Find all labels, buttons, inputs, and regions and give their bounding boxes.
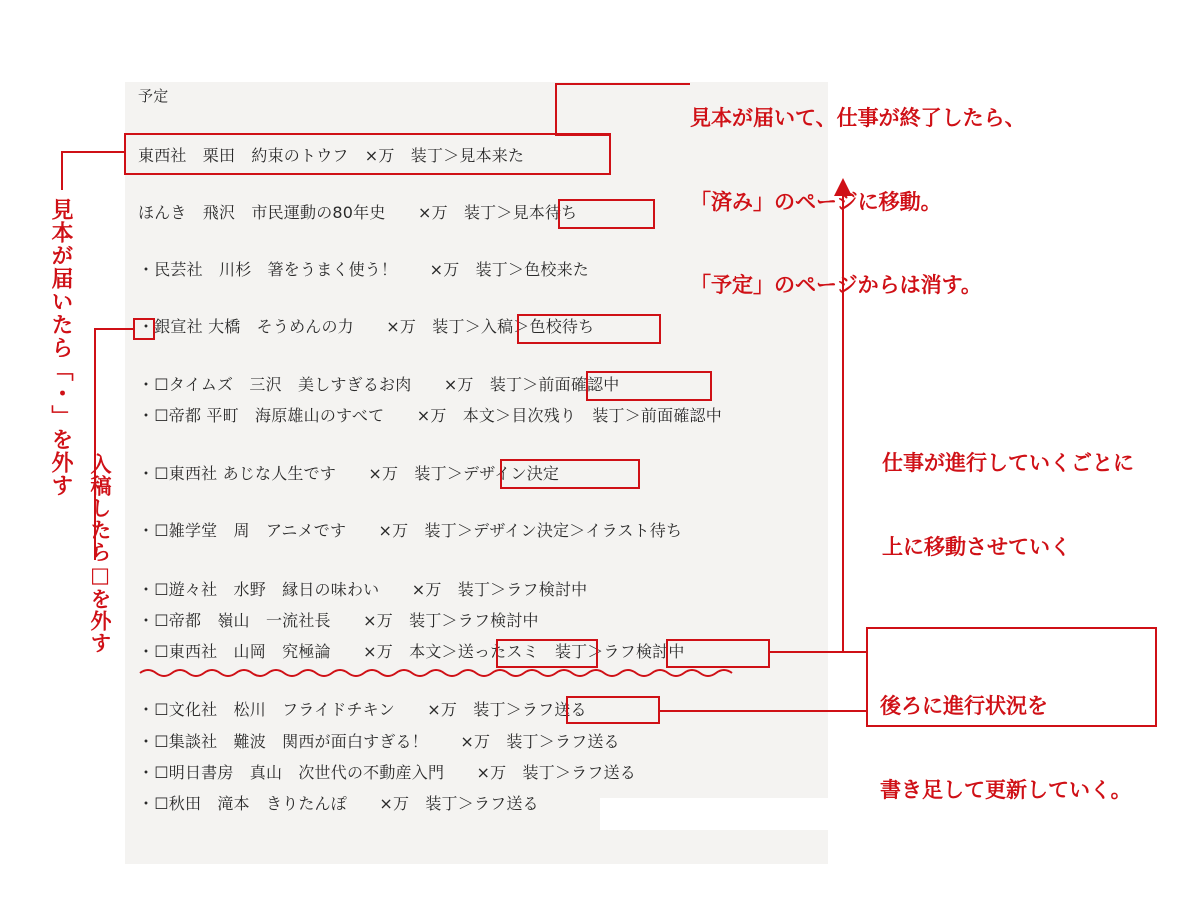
schedule-line-1: 東西社 栗田 約束のトウフ ×万 装丁＞見本来た xyxy=(138,146,525,165)
schedule-line-9: ・☐遊々社 水野 縁日の味わい ×万 装丁＞ラフ検討中 xyxy=(138,580,588,599)
schedule-line-14: ・☐明日書房 真山 次世代の不動産入門 ×万 装丁＞ラフ送る xyxy=(138,763,636,782)
bullet-removal-annotation: 見本が届いたら「・」を外す xyxy=(48,198,73,497)
progress-annotation xyxy=(882,395,1134,589)
finished-connector xyxy=(556,84,690,135)
schedule-line-2: ほんき 飛沢 市民運動の80年史 ×万 装丁＞見本待ち xyxy=(138,203,578,222)
update-annotation-line-2: 書き足して更新していく。 xyxy=(880,777,1132,802)
schedule-line-11: ・☐東西社 山岡 究極論 ×万 本文＞送ったスミ 装丁＞ラフ検討中 xyxy=(138,642,685,661)
finished-annotation-line-3: 「予定」のページからは消す。 xyxy=(690,272,982,297)
schedule-line-10: ・☐帝都 嶺山 一流社長 ×万 装丁＞ラフ検討中 xyxy=(138,611,539,630)
update-annotation-line-1: 後ろに進行状況を xyxy=(880,694,1048,719)
schedule-line-3: ・民芸社 川杉 箸をうまく使う！ ×万 装丁＞色校来た xyxy=(138,260,590,279)
schedule-line-13: ・☐集談社 難波 関西が面白すぎる！ ×万 装丁＞ラフ送る xyxy=(138,732,620,751)
update-annotation xyxy=(880,638,1132,832)
progress-annotation-line-1: 仕事が進行していくごとに xyxy=(882,451,1134,476)
bullet-instruction-connector xyxy=(62,152,124,190)
finished-annotation-line-1: 見本が届いて、仕事が終了したら、 xyxy=(690,106,1026,131)
schedule-heading: 予定 xyxy=(138,87,169,105)
finished-annotation-line-2: 「済み」のページに移動。 xyxy=(690,189,942,214)
progress-annotation-line-2: 上に移動させていく xyxy=(882,534,1071,559)
schedule-line-4: ・銀宣社 大橋 そうめんの力 ×万 装丁＞入稿＞色校待ち xyxy=(138,317,595,336)
schedule-line-12: ・☐文化社 松川 フライドチキン ×万 装丁＞ラフ送る xyxy=(138,700,587,719)
finished-annotation xyxy=(690,50,1026,327)
divider-wave xyxy=(140,670,732,676)
schedule-line-5: ・☐タイムズ 三沢 美しすぎるお肉 ×万 装丁＞前面確認中 xyxy=(138,375,620,394)
schedule-line-15: ・☐秋田 滝本 きりたんぽ ×万 装丁＞ラフ送る xyxy=(138,794,539,813)
schedule-line-7: ・☐東西社 あじな人生です ×万 装丁＞デザイン決定 xyxy=(138,464,560,483)
schedule-line-8: ・☐雑学堂 周 アニメです ×万 装丁＞デザイン決定＞イラスト待ち xyxy=(138,521,683,540)
checkbox-removal-annotation: 入稿したら□を外す xyxy=(88,453,112,654)
schedule-line-6: ・☐帝都 平町 海原雄山のすべて ×万 本文＞目次残り 装丁＞前面確認中 xyxy=(138,406,722,425)
